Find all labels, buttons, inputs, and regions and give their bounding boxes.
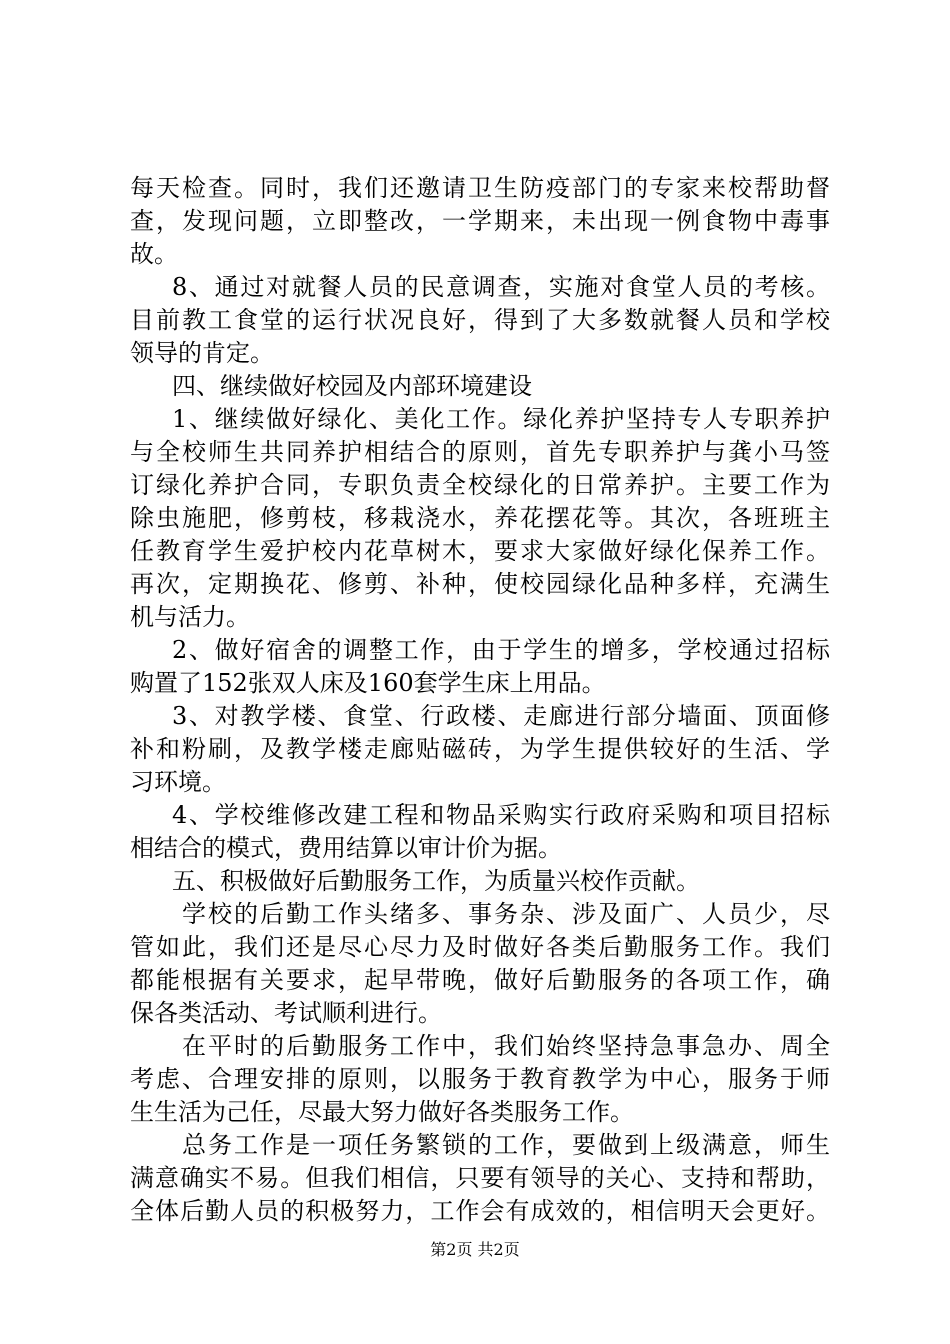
text-line: 每天检查。同时，我们还邀请卫生防疫部门的专家来校帮助督 <box>130 174 830 202</box>
text-line: 习环境。 <box>130 768 226 796</box>
text-line: 相结合的模式，费用结算以审计价为据。 <box>130 834 562 862</box>
text-line: 查，发现问题，立即整改，一学期来，未出现一例食物中毒事 <box>130 207 830 235</box>
text-line: 补和粉刷，及教学楼走廊贴磁砖，为学生提供较好的生活、学 <box>130 735 830 763</box>
text-line: 四、继续做好校园及内部环境建设 <box>172 372 532 400</box>
text-line: 都能根据有关要求，起早带晚，做好后勤服务的各项工作，确 <box>130 966 830 994</box>
text-line: 管如此，我们还是尽心尽力及时做好各类后勤服务工作。我们 <box>130 933 830 961</box>
text-line: 五、积极做好后勤服务工作，为质量兴校作贡献。 <box>172 867 700 895</box>
text-line: 保各类活动、考试顺利进行。 <box>130 999 442 1027</box>
document-body <box>130 172 830 1228</box>
text-line: 学校的后勤工作头绪多、事务杂、涉及面广、人员少，尽 <box>182 900 830 928</box>
text-line: 除虫施肥，修剪枝，移栽浇水，养花摆花等。其次，各班班主 <box>130 504 830 532</box>
text-line: 再次，定期换花、修剪、补种，使校园绿化品种多样，充满生 <box>130 570 830 598</box>
text-line: 考虑、合理安排的原则，以服务于教育教学为中心，服务于师 <box>130 1065 830 1093</box>
text-line: 在平时的后勤服务工作中，我们始终坚持急事急办、周全 <box>182 1032 830 1060</box>
page-footer: 第2页 共2页 <box>430 1240 520 1259</box>
text-line: 领导的肯定。 <box>130 339 274 367</box>
text-line: 机与活力。 <box>130 603 250 631</box>
text-line: 8、通过对就餐人员的民意调查，实施对食堂人员的考核。 <box>172 273 830 301</box>
text-line: 目前教工食堂的运行状况良好，得到了大多数就餐人员和学校 <box>130 306 830 334</box>
text-line: 4、学校维修改建工程和物品采购实行政府采购和项目招标 <box>172 801 830 829</box>
text-line: 全体后勤人员的积极努力，工作会有成效的，相信明天会更好。 <box>130 1197 830 1225</box>
text-line: 购置了152张双人床及160套学生床上用品。 <box>130 669 606 697</box>
text-line: 3、对教学楼、食堂、行政楼、走廊进行部分墙面、顶面修 <box>172 702 830 730</box>
text-line: 故。 <box>130 240 178 268</box>
text-line: 1、继续做好绿化、美化工作。绿化养护坚持专人专职养护 <box>172 405 830 433</box>
text-line: 满意确实不易。但我们相信，只要有领导的关心、支持和帮助， <box>130 1164 830 1192</box>
text-line: 总务工作是一项任务繁锁的工作，要做到上级满意，师生 <box>182 1131 830 1159</box>
text-line: 生生活为己任，尽最大努力做好各类服务工作。 <box>130 1098 634 1126</box>
text-line: 订绿化养护合同，专职负责全校绿化的日常养护。主要工作为 <box>130 471 830 499</box>
text-line: 2、做好宿舍的调整工作，由于学生的增多，学校通过招标 <box>172 636 830 664</box>
text-line: 任教育学生爱护校内花草树木，要求大家做好绿化保养工作。 <box>130 537 830 565</box>
text-line: 与全校师生共同养护相结合的原则，首先专职养护与龚小马签 <box>130 438 830 466</box>
